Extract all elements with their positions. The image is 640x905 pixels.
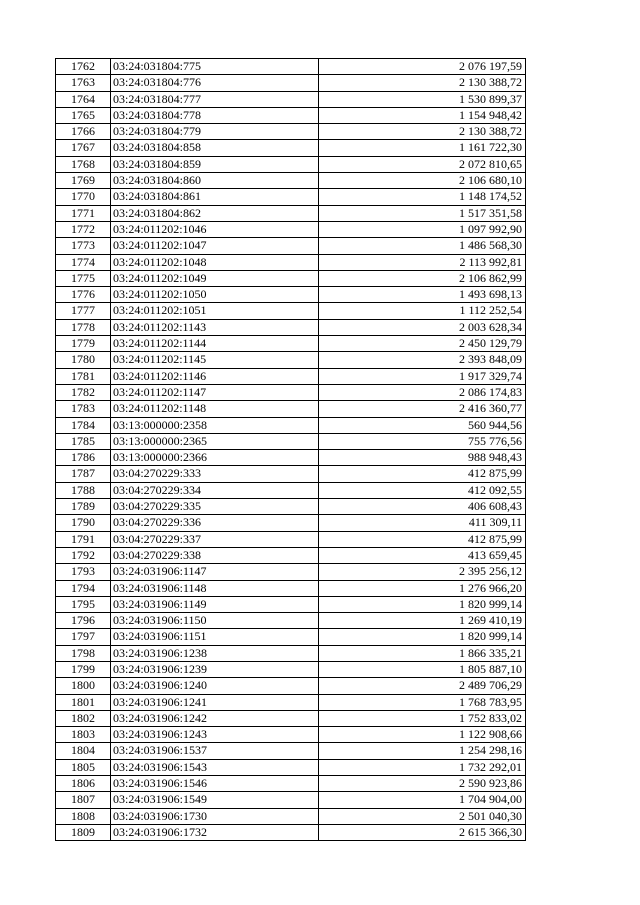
- value-cell: 2 450 129,79: [319, 336, 526, 352]
- row-number-cell: 1779: [56, 336, 111, 352]
- cadastral-number-cell: 03:24:011202:1049: [111, 270, 319, 286]
- value-cell: 1 820 999,14: [319, 629, 526, 645]
- row-number-cell: 1781: [56, 368, 111, 384]
- cadastral-number-cell: 03:24:031804:779: [111, 124, 319, 140]
- row-number-cell: 1807: [56, 792, 111, 808]
- row-number-cell: 1764: [56, 91, 111, 107]
- row-number-cell: 1785: [56, 433, 111, 449]
- table-row: [56, 645, 526, 661]
- cadastral-number-cell: 03:24:031906:1546: [111, 776, 319, 792]
- table-row: [56, 466, 526, 482]
- cadastral-number-cell: 03:24:011202:1148: [111, 401, 319, 417]
- value-cell: 2 086 174,83: [319, 384, 526, 400]
- table-row: [56, 352, 526, 368]
- row-number-cell: 1802: [56, 710, 111, 726]
- data-table: [55, 58, 526, 841]
- value-cell: 560 944,56: [319, 417, 526, 433]
- row-number-cell: 1771: [56, 205, 111, 221]
- table-row: [56, 417, 526, 433]
- table-row: [56, 189, 526, 205]
- row-number-cell: 1808: [56, 808, 111, 824]
- value-cell: 1 148 174,52: [319, 189, 526, 205]
- value-cell: 1 866 335,21: [319, 645, 526, 661]
- value-cell: 1 493 698,13: [319, 287, 526, 303]
- value-cell: 1 820 999,14: [319, 596, 526, 612]
- value-cell: 2 501 040,30: [319, 808, 526, 824]
- cadastral-number-cell: 03:24:031906:1239: [111, 661, 319, 677]
- value-cell: 2 106 862,99: [319, 270, 526, 286]
- value-cell: 1 097 992,90: [319, 221, 526, 237]
- row-number-cell: 1762: [56, 59, 111, 75]
- cadastral-number-cell: 03:24:011202:1047: [111, 238, 319, 254]
- cadastral-number-cell: 03:04:270229:333: [111, 466, 319, 482]
- cadastral-number-cell: 03:24:031906:1730: [111, 808, 319, 824]
- table-row: [56, 694, 526, 710]
- table-body: [56, 59, 526, 841]
- row-number-cell: 1805: [56, 759, 111, 775]
- row-number-cell: 1795: [56, 596, 111, 612]
- cadastral-number-cell: 03:24:031804:862: [111, 205, 319, 221]
- cadastral-number-cell: 03:24:031906:1242: [111, 710, 319, 726]
- row-number-cell: 1766: [56, 124, 111, 140]
- value-cell: 412 875,99: [319, 531, 526, 547]
- table-row: [56, 124, 526, 140]
- table-row: [56, 792, 526, 808]
- row-number-cell: 1801: [56, 694, 111, 710]
- value-cell: 413 659,45: [319, 547, 526, 563]
- table-row: [56, 238, 526, 254]
- row-number-cell: 1789: [56, 499, 111, 515]
- cadastral-number-cell: 03:24:031804:778: [111, 107, 319, 123]
- table-row: [56, 433, 526, 449]
- row-number-cell: 1788: [56, 482, 111, 498]
- cadastral-number-cell: 03:24:031906:1543: [111, 759, 319, 775]
- table-row: [56, 499, 526, 515]
- row-number-cell: 1794: [56, 580, 111, 596]
- cadastral-number-cell: 03:04:270229:334: [111, 482, 319, 498]
- cadastral-number-cell: 03:24:031906:1732: [111, 824, 319, 840]
- table-row: [56, 91, 526, 107]
- cadastral-number-cell: 03:24:011202:1143: [111, 319, 319, 335]
- row-number-cell: 1799: [56, 661, 111, 677]
- value-cell: 755 776,56: [319, 433, 526, 449]
- row-number-cell: 1782: [56, 384, 111, 400]
- value-cell: 1 917 329,74: [319, 368, 526, 384]
- row-number-cell: 1792: [56, 547, 111, 563]
- row-number-cell: 1786: [56, 450, 111, 466]
- cadastral-number-cell: 03:24:031804:858: [111, 140, 319, 156]
- value-cell: 1 805 887,10: [319, 661, 526, 677]
- table-row: [56, 776, 526, 792]
- table-row: [56, 287, 526, 303]
- table-row: [56, 107, 526, 123]
- cadastral-number-cell: 03:13:000000:2365: [111, 433, 319, 449]
- cadastral-number-cell: 03:24:031906:1240: [111, 678, 319, 694]
- cadastral-number-cell: 03:04:270229:338: [111, 547, 319, 563]
- row-number-cell: 1768: [56, 156, 111, 172]
- row-number-cell: 1809: [56, 824, 111, 840]
- table-row: [56, 482, 526, 498]
- table-row: [56, 678, 526, 694]
- cadastral-number-cell: 03:24:031804:861: [111, 189, 319, 205]
- cadastral-number-cell: 03:24:031906:1148: [111, 580, 319, 596]
- table-row: [56, 205, 526, 221]
- row-number-cell: 1770: [56, 189, 111, 205]
- cadastral-number-cell: 03:24:011202:1048: [111, 254, 319, 270]
- value-cell: 1 122 908,66: [319, 727, 526, 743]
- table-row: [56, 759, 526, 775]
- value-cell: 2 393 848,09: [319, 352, 526, 368]
- row-number-cell: 1778: [56, 319, 111, 335]
- table-row: [56, 368, 526, 384]
- table-row: [56, 59, 526, 75]
- table-row: [56, 303, 526, 319]
- value-cell: 412 875,99: [319, 466, 526, 482]
- cadastral-number-cell: 03:24:031906:1243: [111, 727, 319, 743]
- table-row: [56, 384, 526, 400]
- row-number-cell: 1773: [56, 238, 111, 254]
- table-row: [56, 336, 526, 352]
- table-row: [56, 221, 526, 237]
- cadastral-number-cell: 03:24:011202:1147: [111, 384, 319, 400]
- table-row: [56, 596, 526, 612]
- cadastral-number-cell: 03:13:000000:2358: [111, 417, 319, 433]
- cadastral-number-cell: 03:24:031906:1147: [111, 564, 319, 580]
- value-cell: 2 130 388,72: [319, 124, 526, 140]
- value-cell: 2 590 923,86: [319, 776, 526, 792]
- table-row: [56, 531, 526, 547]
- row-number-cell: 1784: [56, 417, 111, 433]
- table-row: [56, 515, 526, 531]
- table-row: [56, 824, 526, 840]
- cadastral-number-cell: 03:24:031906:1241: [111, 694, 319, 710]
- value-cell: 406 608,43: [319, 499, 526, 515]
- value-cell: 1 768 783,95: [319, 694, 526, 710]
- value-cell: 1 704 904,00: [319, 792, 526, 808]
- cadastral-number-cell: 03:24:031804:777: [111, 91, 319, 107]
- cadastral-number-cell: 03:24:031906:1238: [111, 645, 319, 661]
- table-row: [56, 743, 526, 759]
- table-row: [56, 254, 526, 270]
- table-row: [56, 661, 526, 677]
- table-row: [56, 710, 526, 726]
- table-row: [56, 629, 526, 645]
- table-row: [56, 580, 526, 596]
- cadastral-number-cell: 03:13:000000:2366: [111, 450, 319, 466]
- value-cell: 1 276 966,20: [319, 580, 526, 596]
- row-number-cell: 1791: [56, 531, 111, 547]
- cadastral-number-cell: 03:24:031906:1537: [111, 743, 319, 759]
- value-cell: 988 948,43: [319, 450, 526, 466]
- row-number-cell: 1772: [56, 221, 111, 237]
- value-cell: 2 130 388,72: [319, 75, 526, 91]
- cadastral-number-cell: 03:24:031906:1149: [111, 596, 319, 612]
- row-number-cell: 1787: [56, 466, 111, 482]
- value-cell: 2 113 992,81: [319, 254, 526, 270]
- table-row: [56, 319, 526, 335]
- row-number-cell: 1790: [56, 515, 111, 531]
- cadastral-number-cell: 03:24:031804:776: [111, 75, 319, 91]
- cadastral-number-cell: 03:24:031906:1150: [111, 613, 319, 629]
- row-number-cell: 1793: [56, 564, 111, 580]
- table-row: [56, 613, 526, 629]
- row-number-cell: 1776: [56, 287, 111, 303]
- value-cell: 2 489 706,29: [319, 678, 526, 694]
- table-row: [56, 547, 526, 563]
- table-row: [56, 75, 526, 91]
- value-cell: 2 106 680,10: [319, 173, 526, 189]
- row-number-cell: 1775: [56, 270, 111, 286]
- value-cell: 1 752 833,02: [319, 710, 526, 726]
- value-cell: 1 732 292,01: [319, 759, 526, 775]
- row-number-cell: 1763: [56, 75, 111, 91]
- row-number-cell: 1796: [56, 613, 111, 629]
- cadastral-number-cell: 03:24:031906:1151: [111, 629, 319, 645]
- table-row: [56, 808, 526, 824]
- cadastral-number-cell: 03:04:270229:337: [111, 531, 319, 547]
- table-row: [56, 564, 526, 580]
- row-number-cell: 1797: [56, 629, 111, 645]
- value-cell: 2 395 256,12: [319, 564, 526, 580]
- cadastral-number-cell: 03:24:011202:1051: [111, 303, 319, 319]
- value-cell: 1 517 351,58: [319, 205, 526, 221]
- value-cell: 1 254 298,16: [319, 743, 526, 759]
- row-number-cell: 1767: [56, 140, 111, 156]
- table-row: [56, 401, 526, 417]
- row-number-cell: 1780: [56, 352, 111, 368]
- row-number-cell: 1806: [56, 776, 111, 792]
- value-cell: 2 615 366,30: [319, 824, 526, 840]
- table-row: [56, 156, 526, 172]
- value-cell: 2 003 628,34: [319, 319, 526, 335]
- value-cell: 1 154 948,42: [319, 107, 526, 123]
- table-row: [56, 450, 526, 466]
- row-number-cell: 1765: [56, 107, 111, 123]
- table-row: [56, 140, 526, 156]
- cadastral-number-cell: 03:24:011202:1144: [111, 336, 319, 352]
- row-number-cell: 1783: [56, 401, 111, 417]
- row-number-cell: 1769: [56, 173, 111, 189]
- row-number-cell: 1800: [56, 678, 111, 694]
- row-number-cell: 1804: [56, 743, 111, 759]
- value-cell: 1 530 899,37: [319, 91, 526, 107]
- value-cell: 2 072 810,65: [319, 156, 526, 172]
- cadastral-number-cell: 03:04:270229:336: [111, 515, 319, 531]
- value-cell: 412 092,55: [319, 482, 526, 498]
- row-number-cell: 1798: [56, 645, 111, 661]
- cadastral-number-cell: 03:24:011202:1146: [111, 368, 319, 384]
- cadastral-number-cell: 03:04:270229:335: [111, 499, 319, 515]
- cadastral-number-cell: 03:24:031906:1549: [111, 792, 319, 808]
- cadastral-number-cell: 03:24:011202:1050: [111, 287, 319, 303]
- value-cell: 2 416 360,77: [319, 401, 526, 417]
- cadastral-number-cell: 03:24:011202:1046: [111, 221, 319, 237]
- table-row: [56, 173, 526, 189]
- cadastral-number-cell: 03:24:031804:859: [111, 156, 319, 172]
- row-number-cell: 1777: [56, 303, 111, 319]
- value-cell: 1 269 410,19: [319, 613, 526, 629]
- value-cell: 1 161 722,30: [319, 140, 526, 156]
- value-cell: 1 486 568,30: [319, 238, 526, 254]
- row-number-cell: 1774: [56, 254, 111, 270]
- row-number-cell: 1803: [56, 727, 111, 743]
- cadastral-number-cell: 03:24:031804:860: [111, 173, 319, 189]
- table-row: [56, 727, 526, 743]
- value-cell: 411 309,11: [319, 515, 526, 531]
- table-row: [56, 270, 526, 286]
- value-cell: 2 076 197,59: [319, 59, 526, 75]
- value-cell: 1 112 252,54: [319, 303, 526, 319]
- cadastral-number-cell: 03:24:011202:1145: [111, 352, 319, 368]
- cadastral-number-cell: 03:24:031804:775: [111, 59, 319, 75]
